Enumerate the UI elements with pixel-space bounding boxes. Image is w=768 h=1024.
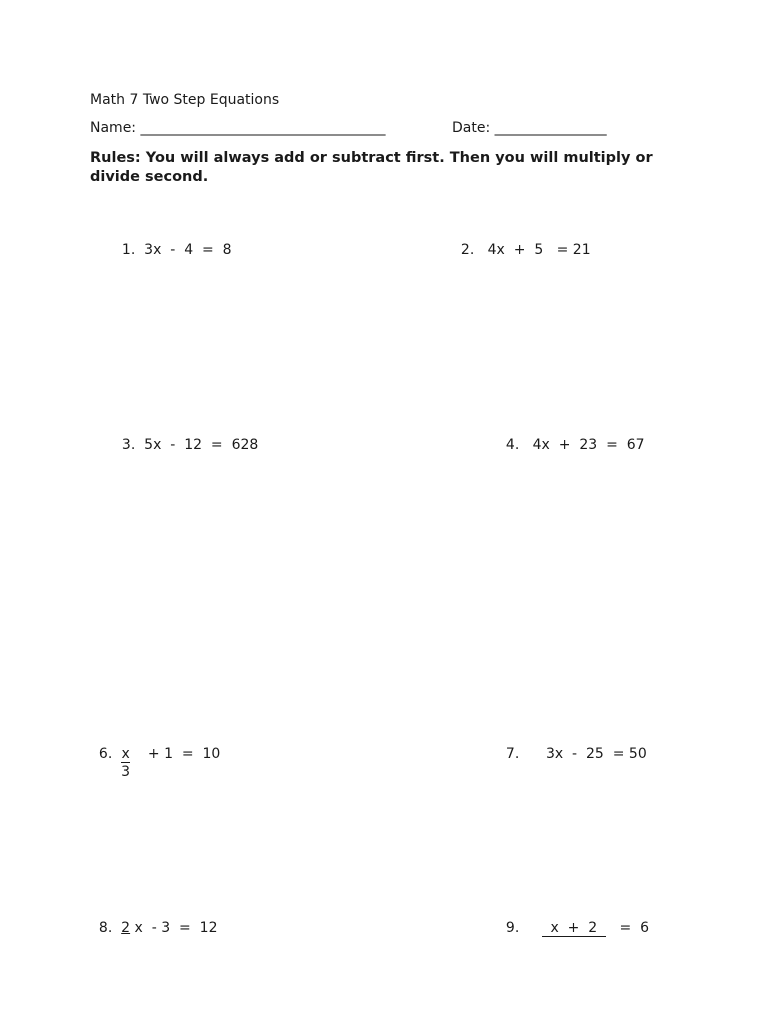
problem-6 xyxy=(90,730,220,781)
problem-equation: 3x - 4 = 8 xyxy=(144,242,232,258)
problem-number: 8. xyxy=(98,920,113,936)
worksheet-title: Math 7 Two Step Equations xyxy=(90,92,280,108)
fraction xyxy=(121,746,130,781)
problem-3 xyxy=(113,421,258,453)
problem-equation: 3x - 25 = 50 xyxy=(545,746,647,762)
problem-4 xyxy=(497,421,645,453)
numerator-text: x + 2 xyxy=(550,920,598,936)
fraction-numerator: 2 xyxy=(121,920,131,936)
name-field[interactable]: Name: ___________________________________ xyxy=(90,120,386,136)
problem-number: 6. xyxy=(98,746,113,762)
problem-number: 9. xyxy=(505,920,520,936)
problem-number: 3. xyxy=(121,437,136,453)
problem-2 xyxy=(452,226,591,258)
problem-equation: 4x + 23 = 67 xyxy=(532,437,645,453)
fraction-numerator xyxy=(542,920,607,937)
fraction-denominator: 3 xyxy=(121,764,131,780)
problem-8 xyxy=(90,904,218,936)
problem-equation: 5x - 12 = 628 xyxy=(144,437,259,453)
rules-text: Rules: You will always add or subtract first. Then you will multiply or divide second. xyxy=(90,150,653,185)
problem-number: 1. xyxy=(121,242,136,258)
problem-9 xyxy=(497,904,649,937)
problem-equation-rest: + 1 = 10 xyxy=(147,746,221,762)
problem-number: 2. xyxy=(460,242,475,258)
problem-1 xyxy=(113,226,232,258)
problem-7 xyxy=(497,730,647,762)
problem-equation-rest: = 6 xyxy=(619,920,649,936)
fraction-numerator: x xyxy=(121,746,130,762)
problem-equation-rest: x - 3 = 12 xyxy=(134,920,218,936)
problem-equation: 4x + 5 = 21 xyxy=(487,242,591,258)
date-field[interactable]: Date: ________________ xyxy=(452,120,607,136)
problem-number: 4. xyxy=(505,437,520,453)
problem-number: 7. xyxy=(505,746,520,762)
